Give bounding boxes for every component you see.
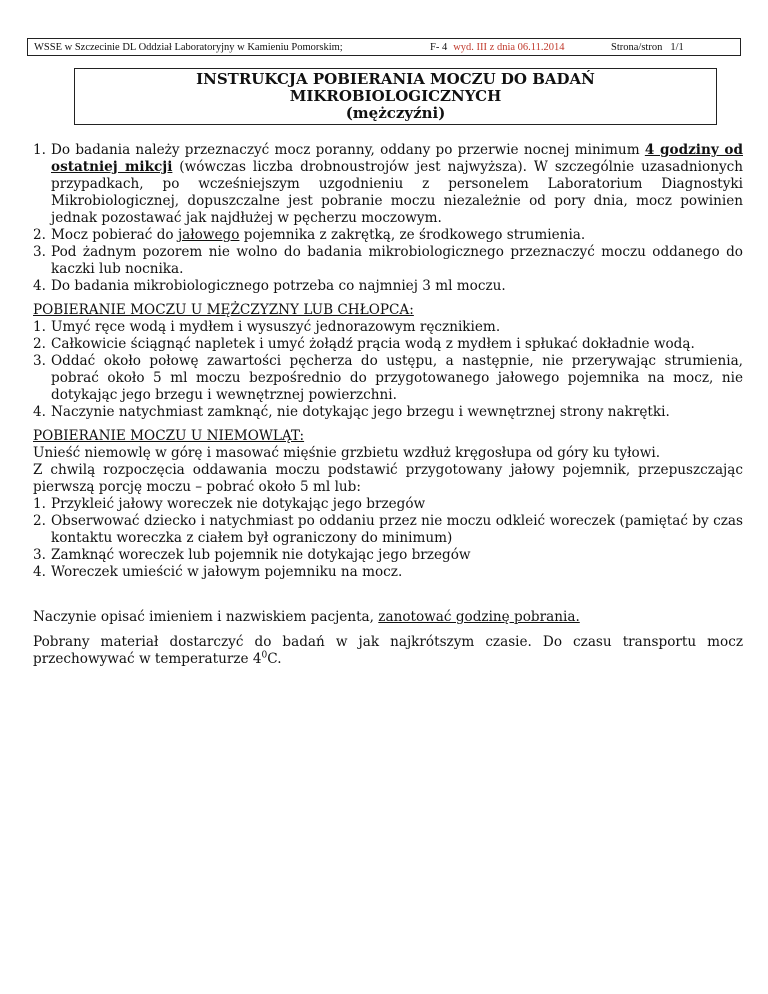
note-text: Naczynie opisać imieniem i nazwiskiem pacjenta,	[33, 609, 379, 625]
item-number: 3.	[33, 244, 46, 260]
title-line-2: MIKROBIOLOGICZNYCH	[289, 87, 502, 105]
item-number: 4.	[33, 564, 46, 580]
men-instructions	[33, 319, 743, 421]
list-item	[33, 547, 743, 564]
item-text: Oddać około połowę zawartości pęcherza do ustępu, a następnie, nie przerywając strumienia, pobrać około 5 ml moczu bezpośrednio do przygotowanego jałowego pojemnika na mocz, nie dotykając jego brzegu i wewnętrznej powierzchni.	[51, 353, 743, 403]
paragraph: Unieść niemowlę w górę i masować mięśnie grzbietu wzdłuż kręgosłupa od góry ku tyłowi.	[33, 445, 661, 461]
labeling-note	[33, 609, 743, 626]
item-text: Przykleić jałowy woreczek nie dotykając jego brzegów	[51, 496, 426, 512]
note-text: C.	[267, 651, 282, 667]
item-number: 2.	[33, 227, 46, 243]
document-title	[74, 68, 717, 125]
item-text: (wówczas liczba drobnoustrojów jest najwyższa). W szczególnie uzasadnionych przypadkach, po wcześniejszym uzgodnieniu z personelem Laboratorium Diagnostyki Mikrobiologicznej, dopuszczalne jest pobranie moczu niezależnie od pory dnia, mocz powinien jednak pozostawać jak najdłużej w pęcherzu moczowym.	[51, 159, 743, 226]
list-item	[33, 278, 743, 295]
item-number: 4.	[33, 278, 46, 294]
item-text: Do badania mikrobiologicznego potrzeba co najmniej 3 ml moczu.	[51, 278, 506, 294]
list-item	[33, 513, 743, 547]
header-edition: wyd. III z dnia 06.11.2014	[453, 41, 565, 53]
item-number: 2.	[33, 336, 46, 352]
men-section	[33, 302, 743, 421]
list-item	[33, 496, 743, 513]
section-heading: POBIERANIE MOCZU U MĘŻCZYZNY LUB CHŁOPCA:	[33, 302, 414, 318]
note-superscript: 0	[261, 650, 268, 661]
title-line-1: INSTRUKCJA POBIERANIA MOCZU DO BADAŃ	[196, 70, 595, 88]
note-text: Pobrany materiał dostarczyć do badań w jak najkrótszym czasie. Do czasu transportu mocz przechowywać w temperaturze 4	[33, 634, 743, 667]
list-item	[33, 404, 743, 421]
list-item	[33, 227, 743, 244]
list-item	[33, 336, 743, 353]
item-text: Woreczek umieścić w jałowym pojemniku na mocz.	[51, 564, 403, 580]
item-number: 3.	[33, 353, 46, 369]
item-number: 1.	[33, 496, 46, 512]
item-text: Całkowicie ściągnąć napletek i umyć żołądź prącia wodą z mydłem i spłukać dokładnie wodą.	[51, 336, 695, 352]
list-item	[33, 142, 743, 227]
item-text: Obserwować dziecko i natychmiast po oddaniu przez nie moczu odkleić woreczek (pamiętać by czas kontaktu woreczka z ciałem był ograniczony do minimum)	[51, 513, 743, 546]
spacer	[33, 581, 743, 609]
header-page	[611, 42, 684, 53]
header-form	[430, 42, 565, 53]
item-text: Naczynie natychmiast zamknąć, nie dotykając jego brzegu i wewnętrznej strony nakrętki.	[51, 404, 670, 420]
item-number: 1.	[33, 319, 46, 335]
document-body	[33, 142, 743, 668]
item-text: pojemnika z zakrętką, ze środkowego strumienia.	[239, 227, 586, 243]
item-number: 2.	[33, 513, 46, 529]
item-text: Zamknąć woreczek lub pojemnik nie dotykając jego brzegów	[51, 547, 471, 563]
infant-instructions	[33, 496, 743, 581]
header-form-code: F- 4	[430, 41, 448, 53]
header-org: WSSE w Szczecinie DL Oddział Laboratoryjny w Kamieniu Pomorskim;	[34, 41, 343, 53]
item-emphasis: jałowego	[177, 227, 240, 243]
infants-section	[33, 428, 743, 581]
paragraph: Z chwilą rozpoczęcia oddawania moczu podstawić przygotowany jałowy pojemnik, przepuszczając pierwszą porcję moczu – pobrać około 5 ml lub:	[33, 462, 743, 495]
item-text: Pod żadnym pozorem nie wolno do badania mikrobiologicznego przeznaczyć moczu oddanego do kaczki lub nocnika.	[51, 244, 743, 277]
item-text: Do badania należy przeznaczyć mocz poranny, oddany po przerwie nocnej minimum	[51, 142, 645, 158]
list-item	[33, 244, 743, 278]
item-number: 3.	[33, 547, 46, 563]
document-header	[27, 38, 741, 56]
general-instructions	[33, 142, 743, 295]
list-item	[33, 319, 743, 336]
transport-note	[33, 634, 743, 668]
list-item	[33, 353, 743, 404]
item-number: 1.	[33, 142, 46, 158]
item-text: Mocz pobierać do	[51, 227, 178, 243]
section-heading: POBIERANIE MOCZU U NIEMOWLĄT:	[33, 428, 305, 444]
item-emphasis: 4 godziny od ostatniej mikcji	[51, 142, 743, 175]
header-page-number: 1/1	[670, 41, 684, 53]
title-line-3: (mężczyźni)	[345, 104, 446, 122]
list-item	[33, 564, 743, 581]
note-emphasis: zanotować godzinę pobrania.	[378, 609, 580, 625]
item-text: Umyć ręce wodą i mydłem i wysuszyć jednorazowym ręcznikiem.	[51, 319, 501, 335]
item-number: 4.	[33, 404, 46, 420]
header-page-label: Strona/stron	[611, 41, 663, 53]
